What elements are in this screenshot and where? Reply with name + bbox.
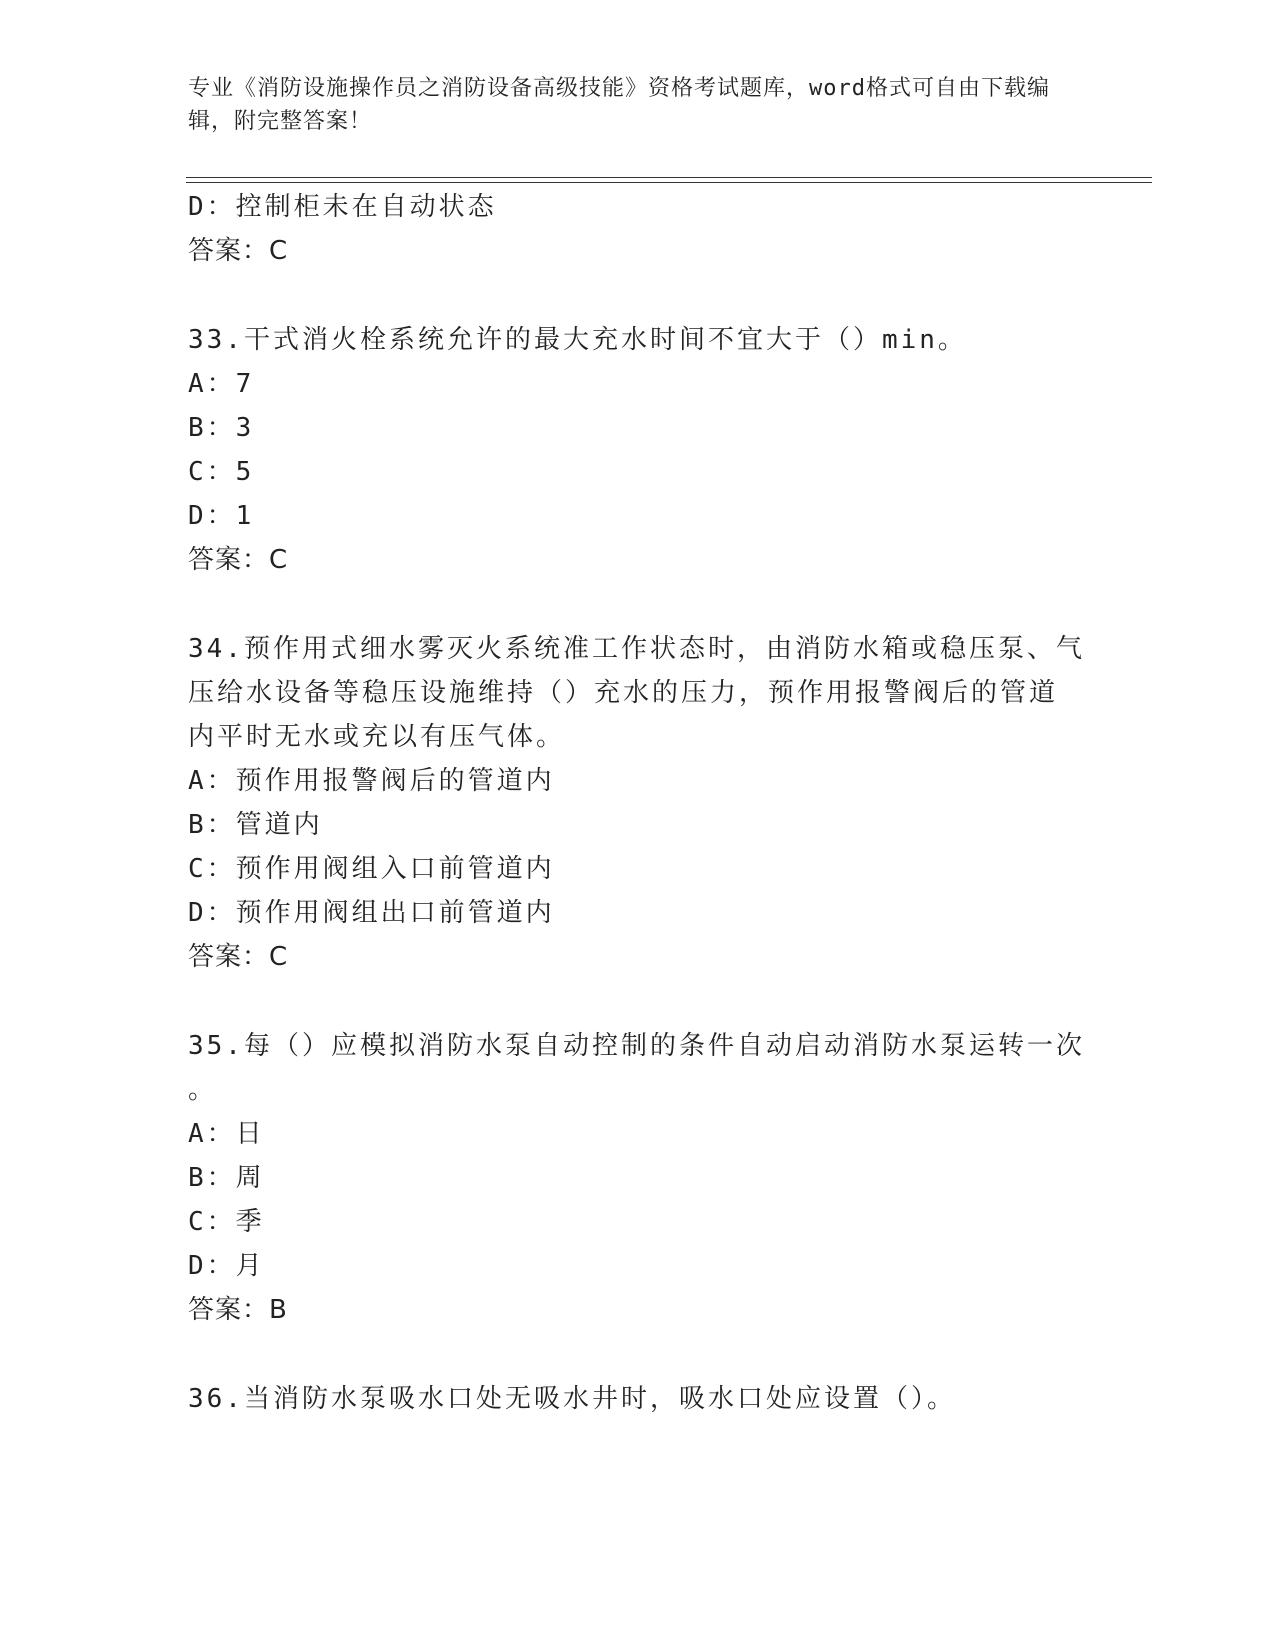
q33-option-a: A：7 — [188, 369, 255, 399]
q35-option-a: A：日 — [188, 1119, 265, 1149]
q34-option-d: D：预作用阀组出口前管道内 — [188, 898, 555, 928]
q35-stem-line-1: 35.每（）应模拟消防水泵自动控制的条件自动启动消防水泵运转一次 — [188, 1031, 1085, 1061]
q34-answer: 答案：C — [188, 942, 289, 972]
q35-option-c: C：季 — [188, 1207, 265, 1237]
q33-answer: 答案：C — [188, 545, 289, 575]
q34-stem-line-1: 34.预作用式细水雾灭火系统准工作状态时，由消防水箱或稳压泵、气 — [188, 634, 1085, 664]
q34-stem-line-2: 压给水设备等稳压设施维持（）充水的压力，预作用报警阀后的管道 — [188, 678, 1059, 708]
q35-answer: 答案：B — [188, 1295, 288, 1325]
q34-option-a: A：预作用报警阀后的管道内 — [188, 766, 555, 796]
q33-option-b: B：3 — [188, 413, 255, 443]
document-header: 专业《消防设施操作员之消防设备高级技能》资格考试题库，word格式可自由下载编辑，附完整答案！ — [188, 76, 1050, 134]
header-divider-bottom — [186, 182, 1152, 183]
q35-option-d: D：月 — [188, 1251, 265, 1281]
header-divider-top — [186, 177, 1152, 178]
q33-option-d: D：1 — [188, 501, 255, 531]
q33-option-c: C：5 — [188, 457, 255, 487]
q32-answer: 答案：C — [188, 236, 289, 266]
q34-option-b: B：管道内 — [188, 810, 323, 840]
q32-option-d: D：控制柜未在自动状态 — [188, 192, 497, 222]
q34-stem-line-3: 内平时无水或充以有压气体。 — [188, 722, 566, 752]
q34-option-c: C：预作用阀组入口前管道内 — [188, 854, 555, 884]
q36-stem: 36.当消防水泵吸水口处无吸水井时，吸水口处应设置（）。 — [188, 1384, 956, 1414]
q35-option-b: B：周 — [188, 1163, 265, 1193]
q33-stem: 33.干式消火栓系统允许的最大充水时间不宜大于（）min。 — [188, 325, 967, 355]
q35-stem-line-2: 。 — [188, 1075, 218, 1105]
